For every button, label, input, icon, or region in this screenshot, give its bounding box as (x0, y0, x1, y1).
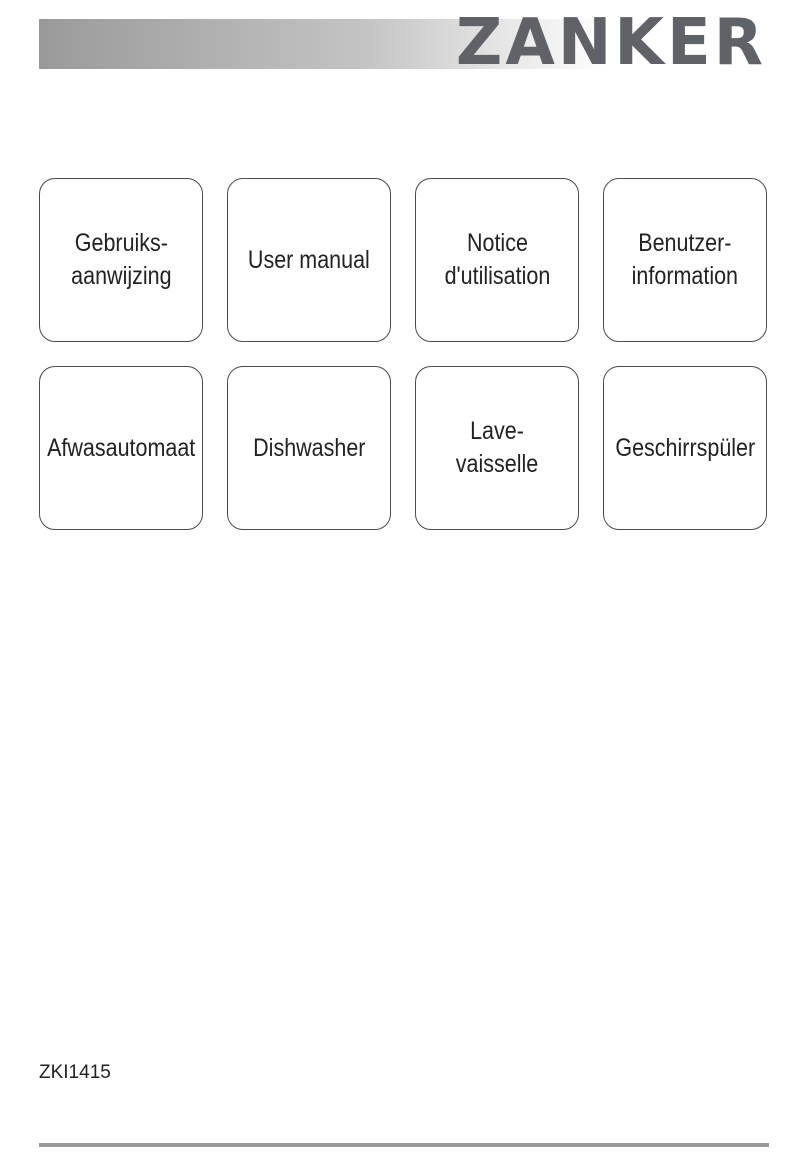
card-label: Gebruiks- aanwijzing (70, 229, 172, 290)
card-label: Geschirrspüler (615, 433, 755, 462)
card-label: Lave-vaisselle (455, 417, 539, 478)
card-lave-vaisselle (415, 366, 579, 530)
footer-rule (39, 1143, 769, 1147)
card-benutzerinformation (603, 178, 767, 342)
card-afwasautomaat (39, 366, 203, 530)
card-label: User manual (248, 245, 370, 274)
card-user-manual (227, 178, 391, 342)
card-notice (415, 178, 579, 342)
card-label: Dishwasher (252, 433, 366, 462)
card-dishwasher (227, 366, 391, 530)
card-label: Benutzer- information (631, 229, 739, 290)
brand-logo: ZANKER (455, 6, 766, 80)
card-gebruiksaanwijzing (39, 178, 203, 342)
card-geschirrspueler (603, 366, 767, 530)
language-grid (39, 178, 769, 530)
card-label: Notice d'utilisation (444, 229, 550, 290)
card-label: Afwasautomaat (46, 433, 196, 462)
model-number: ZKI1415 (39, 1062, 111, 1083)
